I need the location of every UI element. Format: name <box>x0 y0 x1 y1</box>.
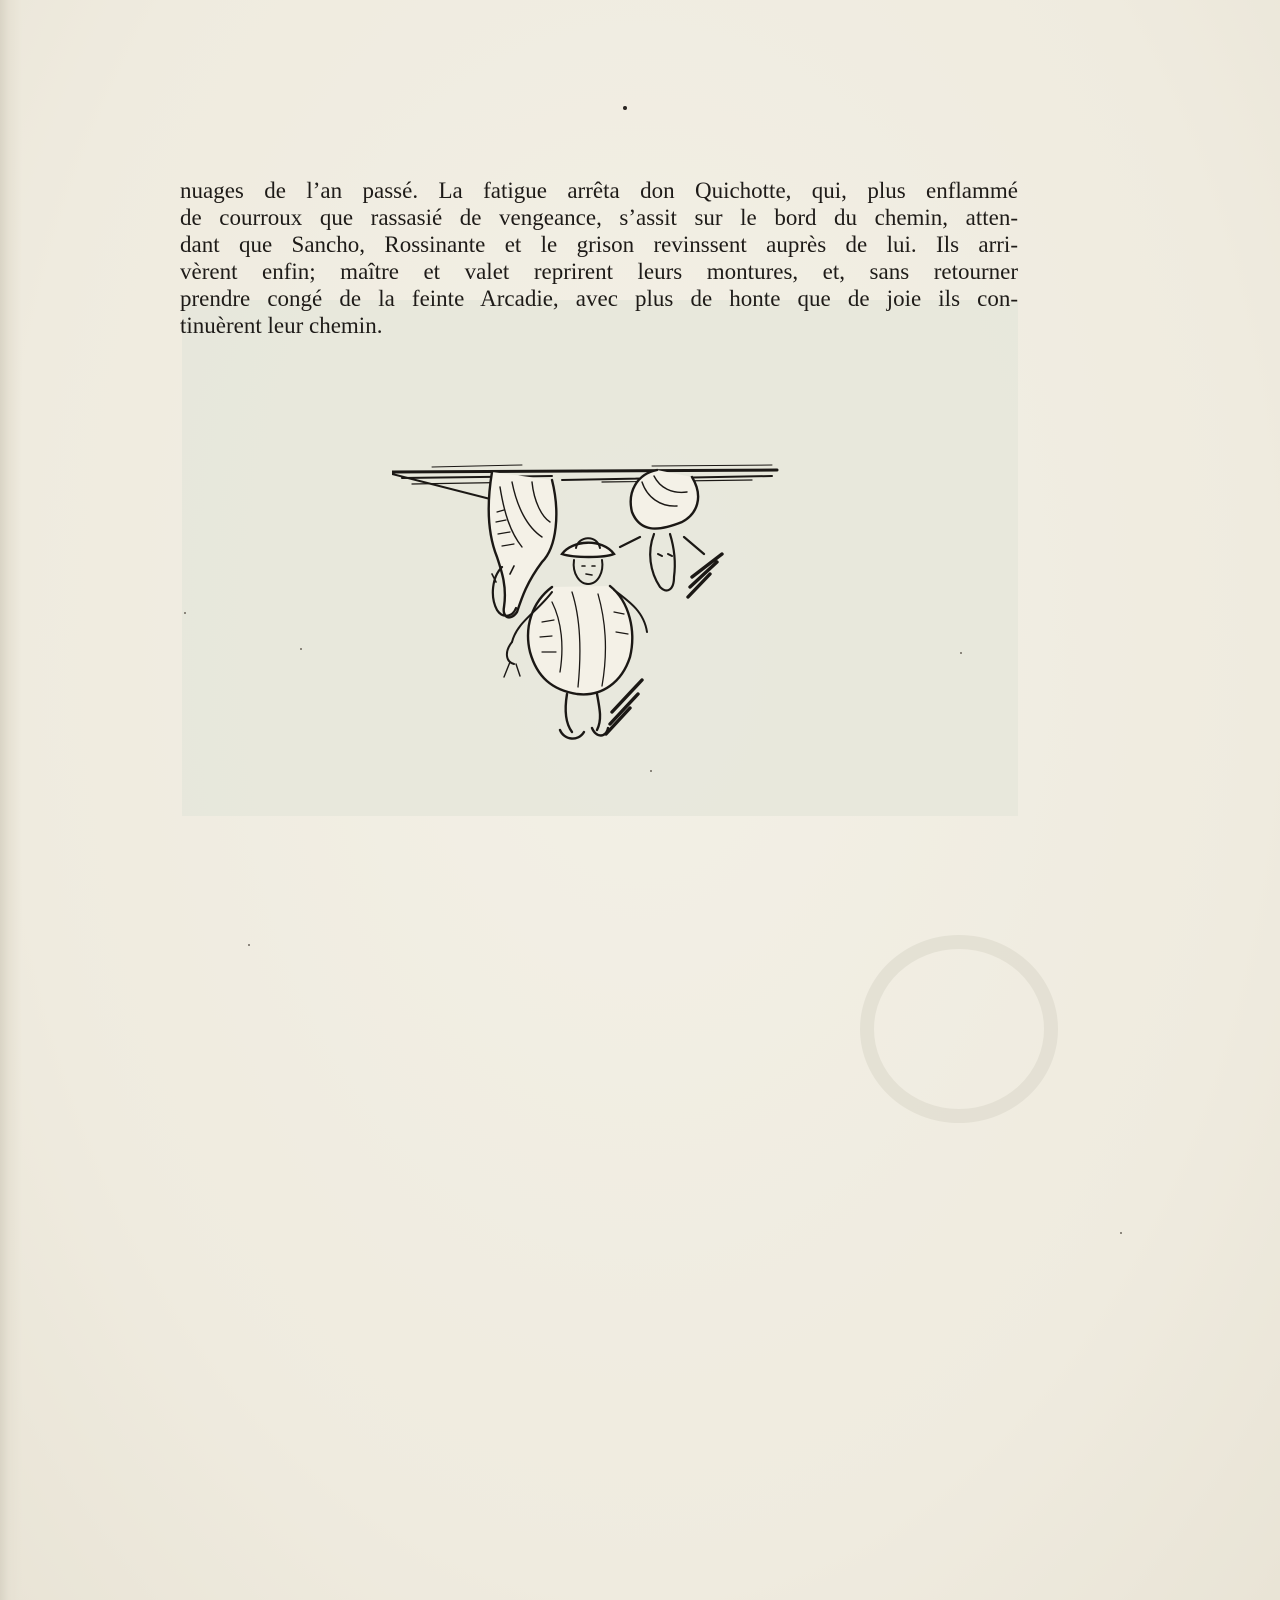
text-line: de courroux que rassasié de vengeance, s’assit sur le bord du chemin, atten- <box>180 205 1018 230</box>
paper-speck <box>1120 1232 1122 1234</box>
text-line: vèrent enfin; maître et valet reprirent leurs montures, et, sans retourner <box>180 259 1018 284</box>
paper-speck <box>300 648 302 650</box>
text-line: nuages de l’an passé. La fatigue arrêta don Quichotte, qui, plus enflammé <box>180 178 1018 203</box>
paper-speck <box>184 612 186 614</box>
text-line: dant que Sancho, Rossinante et le grison revinssent auprès de lui. Ils arri- <box>180 232 1018 257</box>
text-line: tinuèrent leur chemin. <box>180 313 383 338</box>
paper-speck <box>960 652 962 654</box>
body-paragraph <box>180 177 1018 339</box>
paper-speck <box>650 770 652 772</box>
ink-dot <box>623 106 627 110</box>
binding-edge <box>0 0 22 1600</box>
show-through-emblem <box>860 935 1058 1123</box>
paper-speck <box>248 944 250 946</box>
ink-illustration <box>392 462 792 762</box>
text-line: prendre congé de la feinte Arcadie, avec plus de honte que de joie ils con- <box>180 286 1018 311</box>
